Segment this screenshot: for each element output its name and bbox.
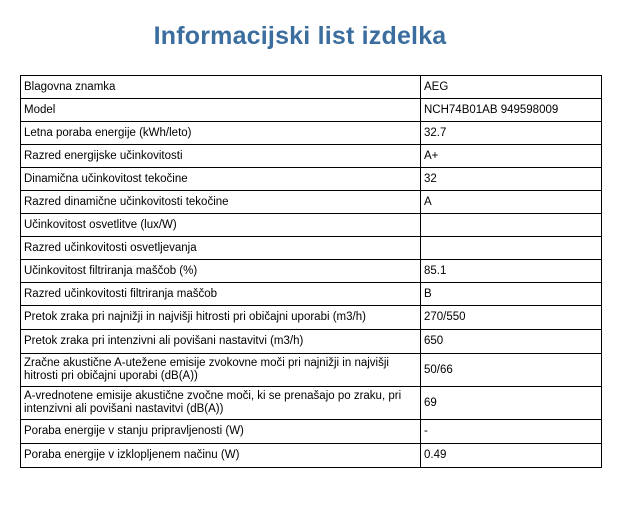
row-value: 69 (421, 387, 602, 420)
page-title: Informacijski list izdelka (153, 22, 447, 50)
row-value: 85.1 (421, 260, 602, 283)
row-value: - (421, 420, 602, 444)
row-value: 0.49 (421, 444, 602, 468)
table-row (21, 191, 602, 214)
row-label: Pretok zraka pri najnižji in najvišji hitrosti pri običajni uporabi (m3/h) (21, 306, 421, 330)
row-label: Razred energijske učinkovitosti (21, 145, 421, 168)
row-label: Pretok zraka pri intenzivni ali povišani nastavitvi (m3/h) (21, 330, 421, 354)
table-row (21, 420, 602, 444)
row-label: Razred učinkovitosti filtriranja maščob (21, 283, 421, 306)
table-row (21, 145, 602, 168)
row-label: Dinamična učinkovitost tekočine (21, 168, 421, 191)
row-label: Blagovna znamka (21, 76, 421, 99)
row-value: NCH74B01AB 949598009 (421, 99, 602, 122)
row-value (421, 237, 602, 260)
row-label: Razred dinamične učinkovitosti tekočine (21, 191, 421, 214)
row-value: 32.7 (421, 122, 602, 145)
row-label: Poraba energije v izklopljenem načinu (W) (21, 444, 421, 468)
table-row (21, 214, 602, 237)
row-value: AEG (421, 76, 602, 99)
row-value: 650 (421, 330, 602, 354)
row-value: A+ (421, 145, 602, 168)
table-row (21, 237, 602, 260)
product-info-table (20, 75, 602, 468)
row-label: Zračne akustične A-utežene emisije zvokovne moči pri najnižji in najvišji hitrosti pri običajni uporabi (dB(A)) (21, 354, 421, 387)
row-value: 50/66 (421, 354, 602, 387)
row-value: A (421, 191, 602, 214)
table-row (21, 330, 602, 354)
table-row (21, 444, 602, 468)
table-row (21, 306, 602, 330)
row-label: A-vrednotene emisije akustične zvočne moči, ki se prenašajo po zraku, pri intenzivni ali povišani nastavitvi (dB(A)) (21, 387, 421, 420)
table-row (21, 76, 602, 99)
row-value: 270/550 (421, 306, 602, 330)
row-label: Učinkovitost osvetlitve (lux/W) (21, 214, 421, 237)
table-row (21, 260, 602, 283)
row-value: 32 (421, 168, 602, 191)
row-label: Razred učinkovitosti osvetljevanja (21, 237, 421, 260)
row-value (421, 214, 602, 237)
table-row (21, 283, 602, 306)
row-label: Model (21, 99, 421, 122)
table-row (21, 168, 602, 191)
table-row (21, 354, 602, 387)
table-row (21, 99, 602, 122)
row-label: Učinkovitost filtriranja maščob (%) (21, 260, 421, 283)
table-row (21, 122, 602, 145)
row-value: B (421, 283, 602, 306)
table-row (21, 387, 602, 420)
row-label: Poraba energije v stanju pripravljenosti (W) (21, 420, 421, 444)
row-label: Letna poraba energije (kWh/leto) (21, 122, 421, 145)
